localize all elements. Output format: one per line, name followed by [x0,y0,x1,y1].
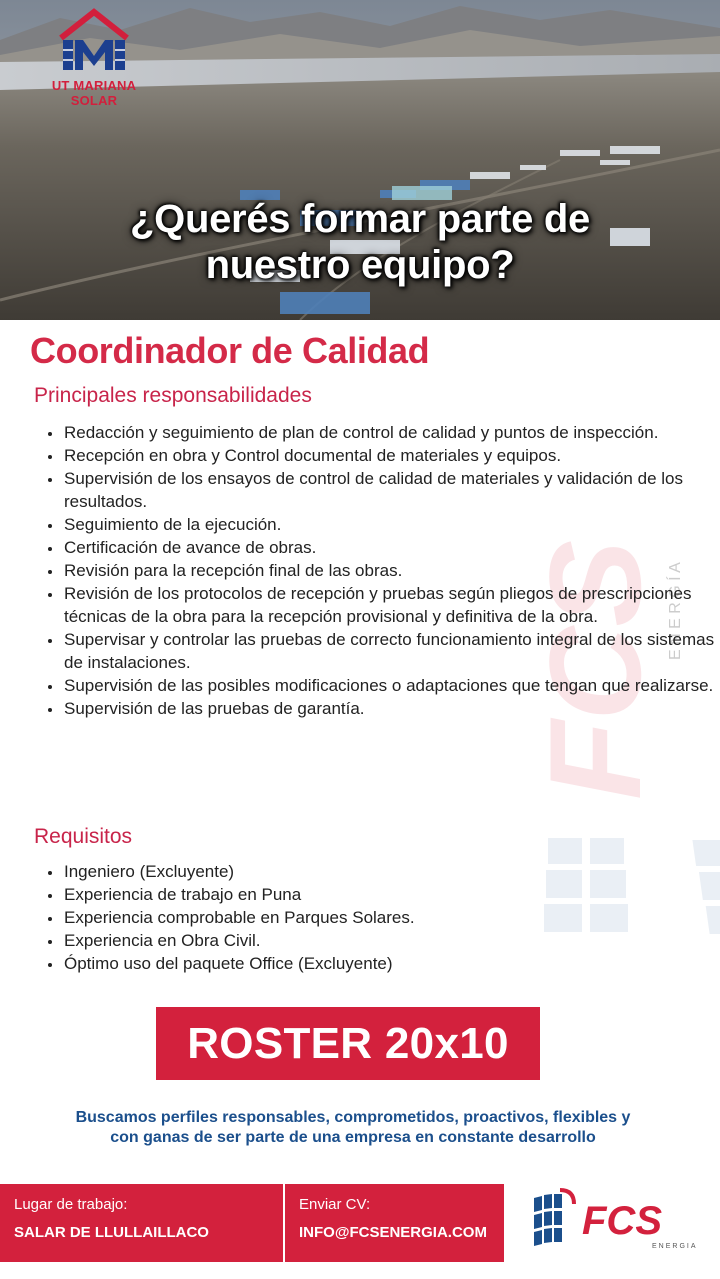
list-item: • Supervisar y controlar las pruebas de correcto funcionamiento integral de los sistemas de instalaciones. [63,628,720,674]
cv-label: Enviar CV: [299,1196,371,1213]
solar-panel-watermark-icon [490,838,720,934]
hero-banner [0,0,720,320]
job-title: Coordinador de Calidad [30,330,430,371]
list-item: • Óptimo uso del paquete Office (Excluyente) [63,952,415,975]
list-item: • Revisión para la recepción final de las obras. [63,559,720,582]
solar-panel-icon [534,1194,562,1246]
hero-title-line-1: ¿Querés formar parte de [130,197,590,241]
fcs-watermark-text: FCS [522,540,668,800]
requirements-heading: Requisitos [34,825,133,848]
list-item: • Supervisión de las pruebas de garantía. [63,697,720,720]
hero-title [0,196,720,288]
list-item: • Certificación de avance de obras. [63,536,720,559]
ut-logo-text: UT MARIANA SOLAR [51,78,137,108]
workplace-box [0,1184,283,1262]
responsibilities-list [44,421,720,720]
fcs-logo-text: FCS [582,1199,662,1243]
fcs-logo-subtext: ENERGIA [652,1243,698,1250]
workplace-label: Lugar de trabajo: [14,1196,128,1213]
ut-mariana-solar-logo [28,8,160,108]
list-item: • Experiencia en Obra Civil. [63,929,415,952]
tagline [0,1108,706,1148]
tagline-line-2: con ganas de ser parte de una empresa en constante desarrollo [110,1129,596,1146]
fcs-energia-logo [530,1188,710,1258]
tagline-line-1: Buscamos perfiles responsables, comprometidos, proactivos, flexibles y [75,1109,631,1126]
list-item: • Experiencia comprobable en Parques Solares. [63,906,415,929]
fcs-watermark-subtext: E N E R G Í A [667,562,684,660]
list-item: • Ingeniero (Excluyente) [63,860,415,883]
list-item: • Supervisión de las posibles modificaciones o adaptaciones que tengan que realizarse. [63,674,720,697]
workplace-value: SALAR DE LLULLAILLACO [14,1224,209,1241]
ut-mariana-solar-emblem-icon [57,8,131,74]
list-item: • Recepción en obra y Control documental de materiales y equipos. [63,444,720,467]
hero-title-line-2: nuestro equipo? [205,243,515,287]
list-item: • Redacción y seguimiento de plan de control de calidad y puntos de inspección. [63,421,720,444]
list-item: • Experiencia de trabajo en Puna [63,883,415,906]
cv-box [283,1184,504,1262]
list-item: • Seguimiento de la ejecución. [63,513,720,536]
list-item: • Supervisión de los ensayos de control de calidad de materiales y validación de los resultados. [63,467,720,513]
list-item: • Revisión de los protocolos de recepción y pruebas según pliegos de prescripciones técnicas de la obra para la recepción provisional y definitiva de la obra. [63,582,720,628]
cv-email-link[interactable]: INFO@FCSENERGIA.COM [299,1224,487,1241]
responsibilities-heading: Principales responsabilidades [34,384,312,407]
roster-banner: ROSTER 20x10 [156,1007,540,1080]
requirements-list [44,860,415,975]
